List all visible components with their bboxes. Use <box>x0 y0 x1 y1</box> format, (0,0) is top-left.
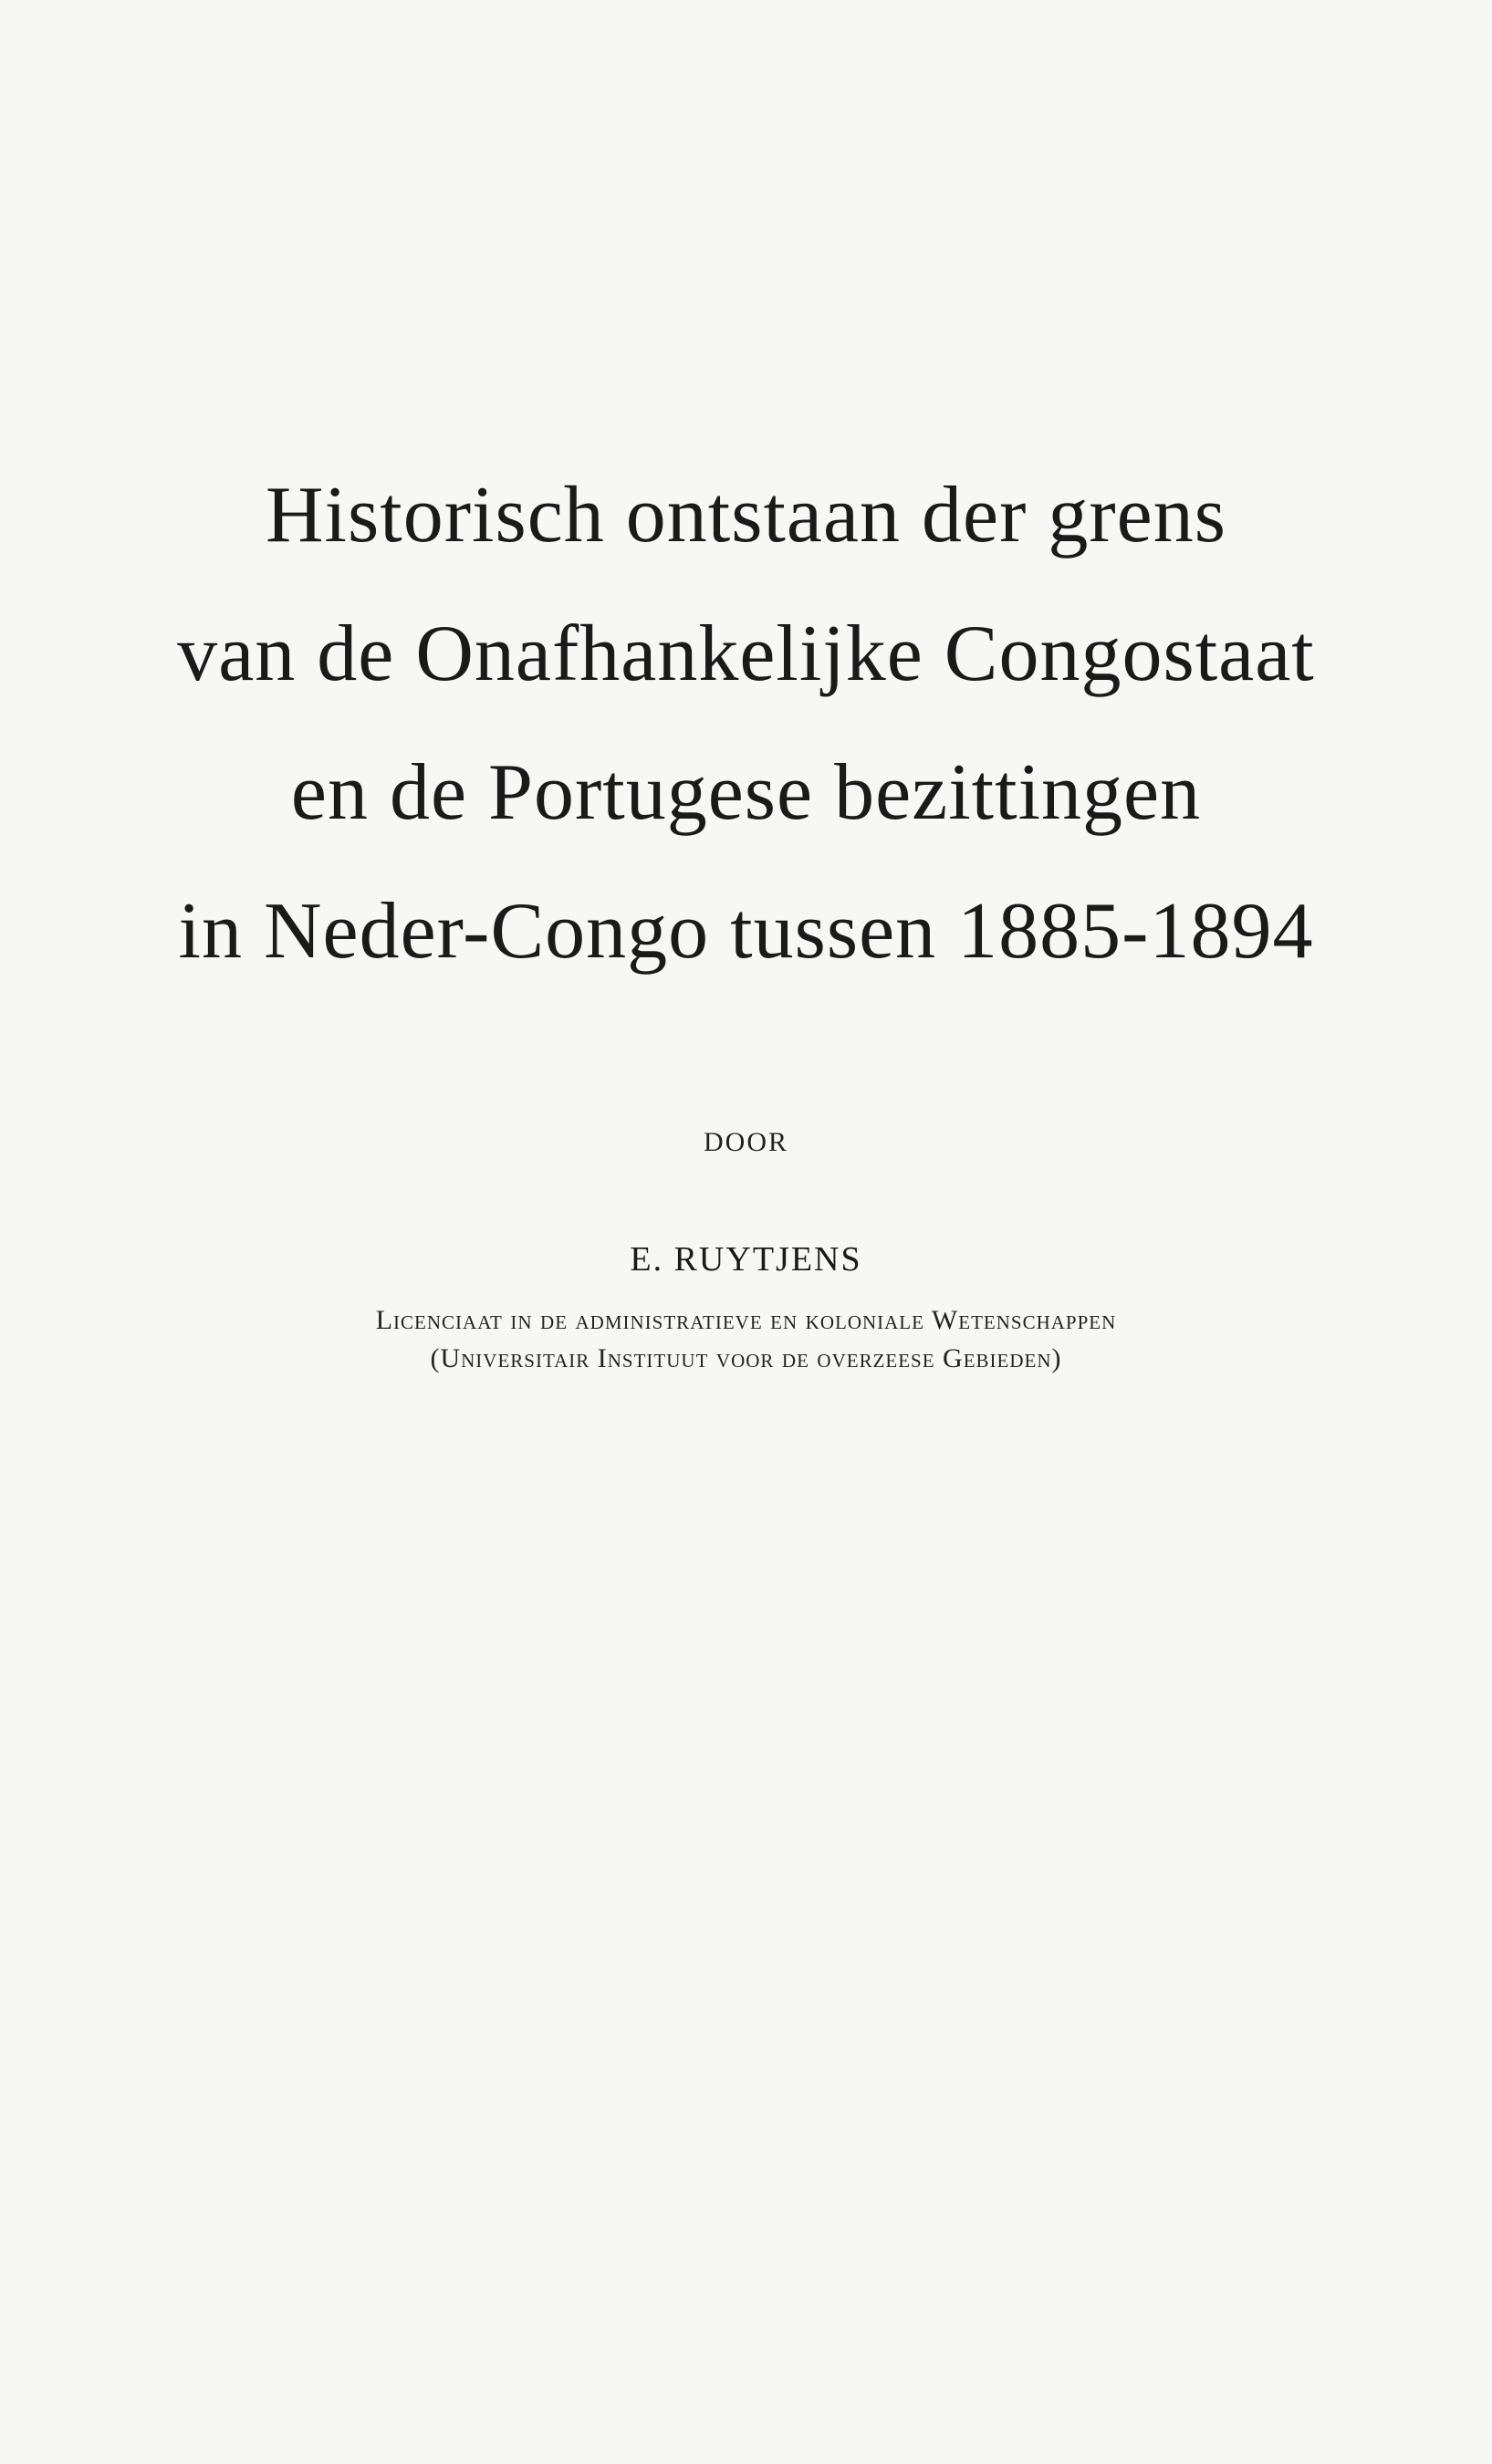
title-block <box>0 429 1492 976</box>
title-line-4: in Neder-Congo tussen 1885-1894 <box>178 887 1314 976</box>
byline-door: DOOR <box>703 1127 788 1157</box>
title-line-2: van de Onafhankelijke Congostaat <box>177 610 1315 698</box>
author-affiliation-line-1: Licenciaat in de administratieve en koloniale Wetenschappen <box>375 1305 1117 1335</box>
title-line-1: Historisch ontstaan der grens <box>266 471 1226 559</box>
author-affiliation-line-2: (Universitair Instituut voor de overzeese Gebieden) <box>430 1343 1062 1373</box>
author-name: E. RUYTJENS <box>630 1240 862 1279</box>
title-line-3: en de Portugese bezittingen <box>290 748 1202 837</box>
